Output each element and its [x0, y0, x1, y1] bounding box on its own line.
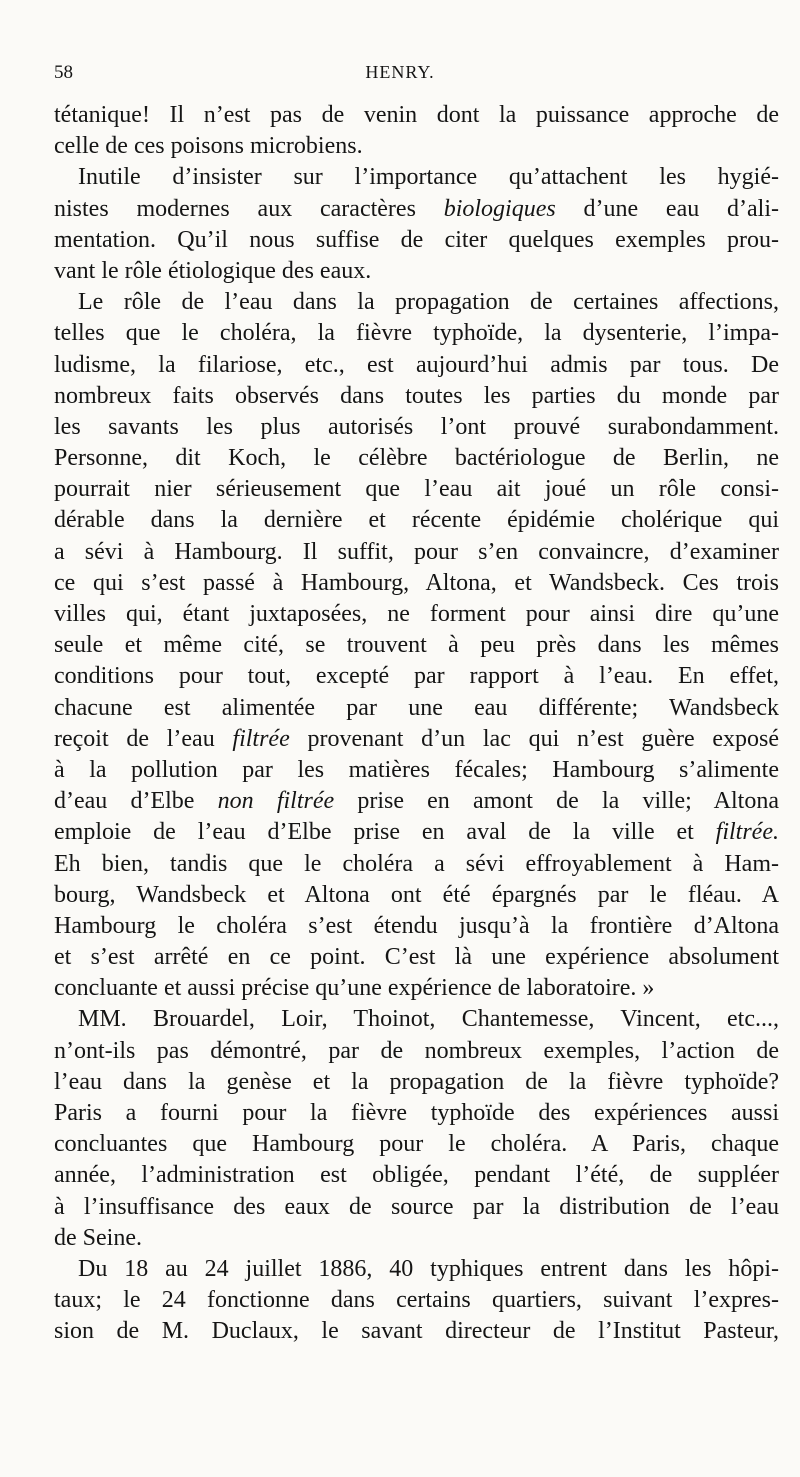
text-line: Personne, dit Koch, le célèbre bactériologue de Berlin, ne — [54, 445, 779, 472]
text-line: nistes modernes aux caractères biologiques d’une eau d’ali- — [54, 195, 780, 222]
text-line: conditions pour tout, excepté par rapport à l’eau. En effet, — [54, 663, 779, 690]
text-line: seule et même cité, se trouvent à peu près dans les mêmes — [54, 632, 779, 659]
text-line: nombreux faits observés dans toutes les parties du monde par — [54, 382, 779, 409]
text-line: tétanique! Il n’est pas de venin dont la puissance approche de — [54, 102, 779, 128]
text-line: Hambourg le choléra s’est étendu jusqu’à la frontière d’Altona — [54, 912, 779, 939]
text-line: à l’insuffisance des eaux de source par la distribution de l’eau — [54, 1193, 779, 1220]
text-line: bourg, Wandsbeck et Altona ont été épargnés par le fléau. A — [54, 881, 779, 908]
text-line: ce qui s’est passé à Hambourg, Altona, et Wandsbeck. Ces trois — [54, 569, 779, 596]
text-line: Eh bien, tandis que le choléra a sévi effroyablement à Ham- — [54, 850, 779, 877]
text-line: Le rôle de l’eau dans la propagation de certaines affections, — [78, 289, 779, 316]
text-line: emploie de l’eau d’Elbe prise en aval de la ville et filtrée. — [54, 819, 779, 846]
text-line: celle de ces poisons microbiens. — [54, 133, 363, 160]
text-line: villes qui, étant juxtaposées, ne forment pour ainsi dire qu’une — [54, 601, 779, 627]
text-body — [54, 100, 779, 1348]
text-line: Du 18 au 24 juillet 1886, 40 typhiques entrent dans les hôpi- — [78, 1255, 779, 1282]
text-line: mentation. Qu’il nous suffise de citer quelques exemples prou- — [54, 226, 779, 253]
text-line: n’ont-ils pas démontré, par de nombreux exemples, l’action de — [54, 1037, 779, 1064]
text-line: taux; le 24 fonctionne dans certains quartiers, suivant l’expres- — [54, 1287, 779, 1314]
text-line: et s’est arrêté en ce point. C’est là une expérience absolument — [54, 944, 779, 971]
text-line: telles que le choléra, la fièvre typhoïde, la dysenterie, l’impa- — [54, 320, 779, 347]
text-line: Inutile d’insister sur l’importance qu’attachent les hygié- — [78, 164, 779, 191]
text-line: concluantes que Hambourg pour le choléra. A Paris, chaque — [54, 1131, 779, 1158]
text-line: dérable dans la dernière et récente épidémie cholérique qui — [54, 507, 779, 534]
text-line: chacune est alimentée par une eau différente; Wandsbeck — [54, 694, 779, 721]
text-line: concluante et aussi précise qu’une expérience de laboratoire. » — [54, 975, 655, 1002]
text-line: année, l’administration est obligée, pendant l’été, de suppléer — [54, 1162, 779, 1189]
text-line: a sévi à Hambourg. Il suffit, pour s’en convaincre, d’examiner — [54, 538, 779, 565]
page-number: 58 — [54, 62, 73, 83]
text-line: l’eau dans la genèse et la propagation de la fièvre typhoïde? — [54, 1068, 779, 1095]
text-line: pourrait nier sérieusement que l’eau ait joué un rôle consi- — [54, 476, 779, 503]
text-line: à la pollution par les matières fécales; Hambourg s’alimente — [54, 756, 779, 783]
text-line: les savants les plus autorisés l’ont prouvé surabondamment. — [54, 413, 779, 440]
running-title: HENRY. — [365, 62, 435, 82]
text-line: reçoit de l’eau filtrée provenant d’un lac qui n’est guère exposé — [54, 725, 779, 752]
text-line: vant le rôle étiologique des eaux. — [54, 257, 372, 284]
text-line: ludisme, la filariose, etc., est aujourd’hui admis par tous. De — [54, 351, 779, 378]
text-line: de Seine. — [54, 1224, 142, 1251]
text-line: Paris a fourni pour la fièvre typhoïde des expériences aussi — [54, 1100, 779, 1126]
text-line: d’eau d’Elbe non filtrée prise en amont de la ville; Altona — [54, 788, 779, 815]
text-line: sion de M. Duclaux, le savant directeur de l’Institut Pasteur, — [54, 1318, 779, 1345]
page-header — [54, 62, 746, 92]
text-line: MM. Brouardel, Loir, Thoinot, Chantemesse, Vincent, etc..., — [78, 1006, 779, 1033]
